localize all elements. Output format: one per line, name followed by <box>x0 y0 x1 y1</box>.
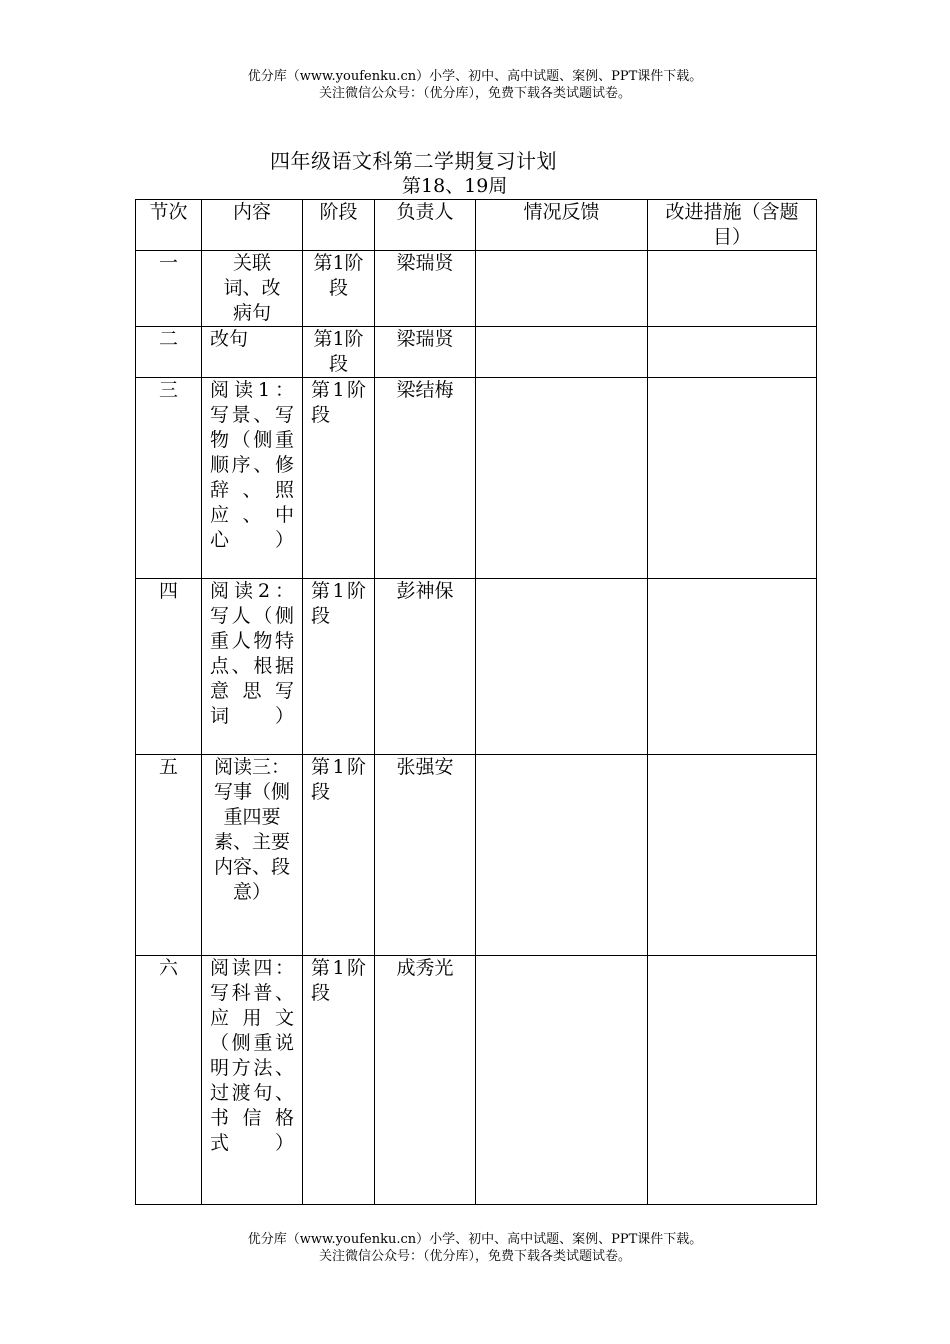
table-header-row <box>136 200 817 251</box>
cell-session: 三 <box>136 378 202 579</box>
col-header-stage: 阶段 <box>303 200 375 251</box>
cell-session: 一 <box>136 251 202 327</box>
footer-line-2: 关注微信公众号：（优分库），免费下载各类试题试卷。 <box>318 1249 631 1264</box>
cell-stage: 第1阶段 <box>303 755 375 956</box>
cell-feedback <box>476 251 648 327</box>
cell-measures <box>648 327 817 378</box>
col-header-owner: 负责人 <box>375 200 476 251</box>
cell-session: 二 <box>136 327 202 378</box>
cell-feedback <box>476 579 648 755</box>
cell-content: 阅读1：写景、写物（侧重顺序、修辞、照应、中心） <box>202 378 303 579</box>
cell-stage: 第1阶段 <box>303 579 375 755</box>
col-header-content: 内容 <box>202 200 303 251</box>
col-header-session: 节次 <box>136 200 202 251</box>
cell-owner: 梁瑞贤 <box>375 327 476 378</box>
cell-session: 四 <box>136 579 202 755</box>
col-header-measures: 改进措施（含题目） <box>648 200 817 251</box>
cell-feedback <box>476 956 648 1205</box>
table-row <box>136 579 817 755</box>
cell-session: 五 <box>136 755 202 956</box>
document-title: 四年级语文科第二学期复习计划 <box>270 149 557 173</box>
cell-owner: 梁瑞贤 <box>375 251 476 327</box>
cell-owner: 彭神保 <box>375 579 476 755</box>
table-row <box>136 251 817 327</box>
cell-owner: 张强安 <box>375 755 476 956</box>
cell-content: 阅读三：写事（侧重四要素、主要内容、段意） <box>202 755 303 956</box>
cell-measures <box>648 579 817 755</box>
cell-measures <box>648 378 817 579</box>
cell-content: 阅读2：写人（侧重人物特点、根据意思写词） <box>202 579 303 755</box>
cell-feedback <box>476 755 648 956</box>
cell-owner: 成秀光 <box>375 956 476 1205</box>
cell-content: 关联词、改病句 <box>202 251 303 327</box>
table-row <box>136 327 817 378</box>
cell-session: 六 <box>136 956 202 1205</box>
footer-line-1: 优分库（www.youfenku.cn）小学、初中、高中试题、案例、PPT课件下载。 <box>247 1232 703 1247</box>
cell-measures <box>648 251 817 327</box>
cell-owner: 梁结梅 <box>375 378 476 579</box>
col-header-feedback: 情况反馈 <box>476 200 648 251</box>
table-row <box>136 378 817 579</box>
cell-stage: 第1阶段 <box>303 251 375 327</box>
cell-feedback <box>476 378 648 579</box>
cell-content: 阅读四：写科普、应用文（侧重说明方法、过渡句、书信格式） <box>202 956 303 1205</box>
cell-stage: 第1阶段 <box>303 378 375 579</box>
table-row <box>136 956 817 1205</box>
cell-stage: 第1阶段 <box>303 956 375 1205</box>
header-line-2: 关注微信公众号：（优分库），免费下载各类试题试卷。 <box>318 86 631 101</box>
cell-stage: 第1阶段 <box>303 327 375 378</box>
page-header <box>0 68 950 102</box>
cell-measures <box>648 956 817 1205</box>
document-week: 第18、19周 <box>402 175 508 197</box>
cell-content: 改句 <box>202 327 303 378</box>
table-row <box>136 755 817 956</box>
cell-measures <box>648 755 817 956</box>
review-plan-table <box>135 199 817 1205</box>
cell-feedback <box>476 327 648 378</box>
header-line-1: 优分库（www.youfenku.cn）小学、初中、高中试题、案例、PPT课件下载。 <box>247 69 703 84</box>
page-footer <box>0 1231 950 1265</box>
